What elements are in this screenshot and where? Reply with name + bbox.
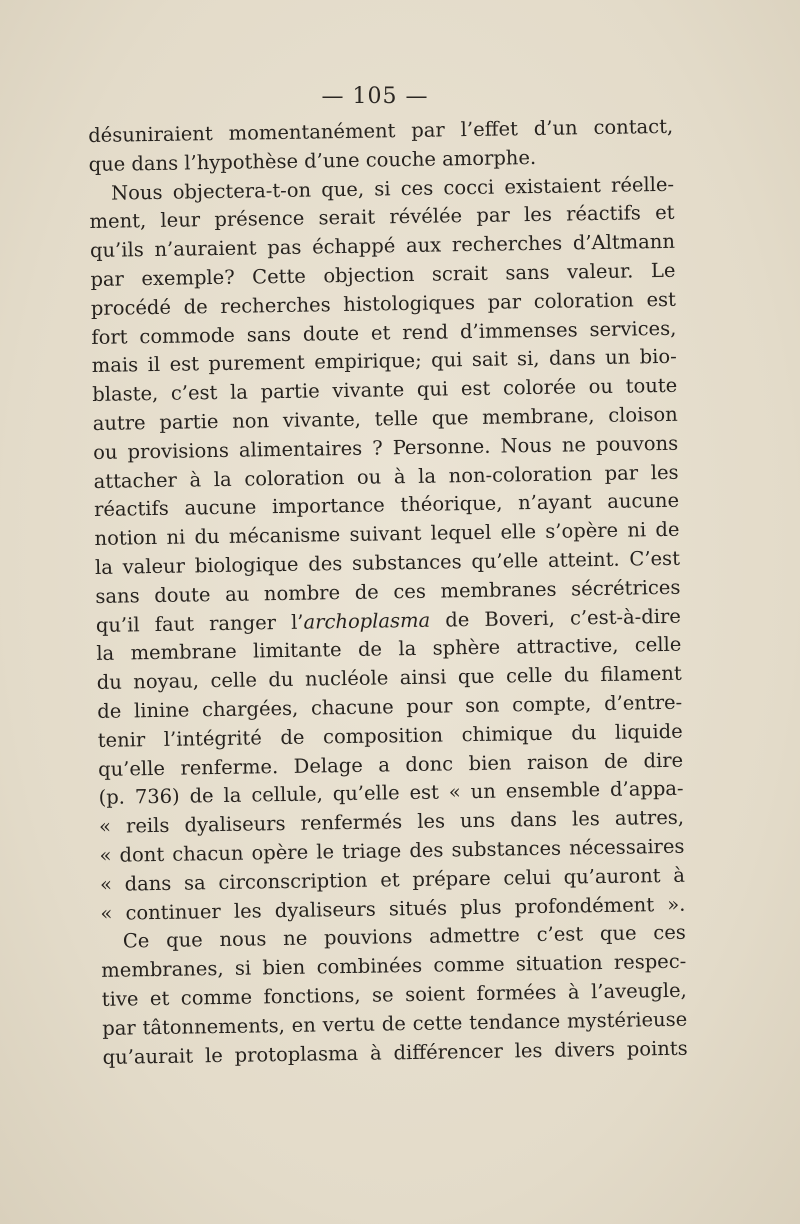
text-line: la membrane limitante de la sphère attractive, celle — [96, 633, 682, 666]
text-line: (p. 736) de la cellule, qu’elle est « un ensemble d’appa- — [98, 777, 684, 810]
text-line: ment, leur présence serait révélée par les réactifs et — [89, 201, 675, 234]
body-text — [88, 113, 688, 1072]
text-line: « dont chacun opère le triage des substances nécessaires — [99, 834, 685, 867]
text-segment: qu’il faut ranger l’ — [95, 610, 304, 637]
text-line: réactifs aucune importance théorique, n’ayant aucune — [93, 489, 680, 522]
text-line: qu’aurait le protoplasma à différencer les divers points — [102, 1036, 688, 1069]
text-line: mais il est purement empirique; qui sait si, dans un bio- — [91, 345, 677, 378]
text-line: du noyau, celle du nucléole ainsi que celle du filament — [96, 661, 682, 695]
text-line: désuniraient momentanément par l’effet d’un contact, — [88, 114, 674, 147]
text-line: tenir l’intégrité de composition chimique du liquide — [97, 719, 683, 752]
text-line: autre partie non vivante, telle que membrane, cloison — [92, 402, 678, 435]
text-line: de linine chargées, chacune pour son compte, d’entre- — [97, 690, 683, 723]
text-line: « continuer les dyaliseurs situés plus profondément ». — [100, 892, 686, 925]
italic-term: archoplasma — [303, 608, 431, 634]
text-line: blaste, c’est la partie vivante qui est colorée ou toute — [92, 373, 678, 407]
text-line: « reils dyaliseurs renfermés les uns dans les autres, — [98, 805, 685, 839]
text-line: par tâtonnements, en vertu de cette tendance mystérieuse — [102, 1007, 688, 1040]
text-line: qu’ils n’auraient pas échappé aux recherches d’Altmann — [89, 229, 676, 263]
text-line: attacher à la coloration ou à la non-coloration par les — [93, 460, 679, 493]
page-number: — 105 — — [321, 84, 429, 109]
text-line: ou provisions alimentaires ? Personne. Nous ne pouvons — [93, 431, 679, 464]
text-line: fort commode sans doute et rend d’immenses services, — [91, 316, 677, 349]
text-line: par exemple? Cette objection scrait sans valeur. Le — [90, 258, 676, 291]
text-line: membranes, si bien combinées comme situation respec- — [101, 949, 687, 983]
text-line: la valeur biologique des substances qu’elle atteint. C’est — [94, 546, 681, 579]
text-line: tive et comme fonctions, se soient formées à l’aveugle, — [101, 978, 687, 1011]
text-line: Nous objectera-t-on que, si ces cocci existaient réelle- — [110, 172, 675, 205]
text-line: sans doute au nombre de ces membranes sécrétrices — [95, 575, 681, 608]
text-line: notion ni du mécanisme suivant lequel elle s’opère ni de — [94, 517, 680, 551]
text-line: « dans sa circonscription et prépare celui qu’auront à — [99, 863, 686, 896]
text-line: qu’elle renferme. Delage a donc bien raison de dire — [97, 748, 684, 781]
text-line: procédé de recherches histologiques par coloration est — [90, 287, 677, 320]
text-line: que dans l’hypothèse d’une couche amorphe. — [88, 145, 537, 176]
text-line: Ce que nous ne pouvions admettre c’est que ces — [122, 921, 686, 953]
text-segment: de Boveri, c’est-à-dire — [429, 604, 682, 632]
